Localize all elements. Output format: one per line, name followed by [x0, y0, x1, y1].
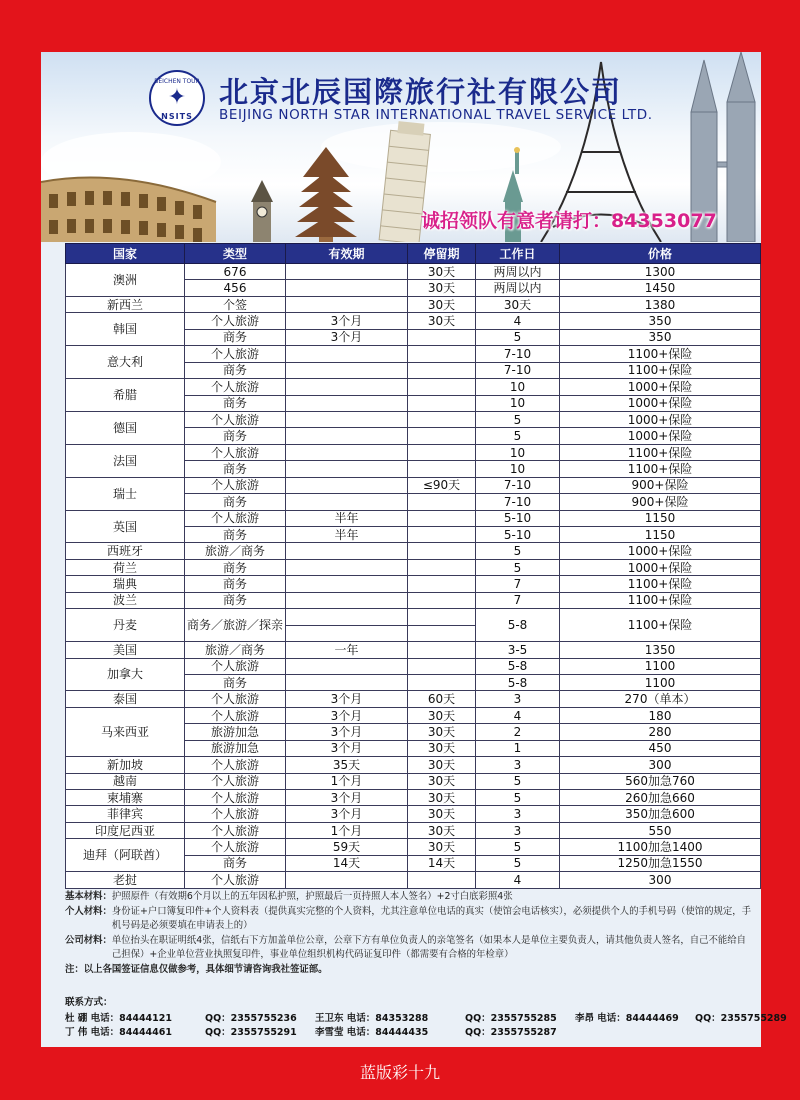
table-cell: 1150 — [560, 510, 761, 526]
table-cell: 5-8 — [476, 674, 560, 690]
table-cell: 3个月 — [286, 806, 408, 822]
contact-qq: QQ：2355755236 — [205, 1013, 297, 1024]
table-cell: 1个月 — [286, 822, 408, 838]
table-cell: 5 — [476, 855, 560, 871]
table-row — [66, 642, 761, 658]
table-cell — [286, 346, 408, 362]
table-cell: 泰国 — [66, 691, 185, 707]
table-cell: 3个月 — [286, 329, 408, 345]
table-cell: 4 — [476, 707, 560, 723]
table-cell: 30天 — [408, 313, 476, 329]
table-cell — [286, 477, 408, 493]
table-cell: 350 — [560, 329, 761, 345]
table-cell: 350 — [560, 313, 761, 329]
table-row — [66, 707, 761, 723]
contact-row — [65, 1026, 755, 1040]
contact-row — [65, 1012, 787, 1026]
table-cell — [408, 674, 476, 690]
table-cell: 30天 — [408, 707, 476, 723]
flyer-sheet — [41, 52, 787, 1047]
table-cell: 59天 — [286, 839, 408, 855]
table-cell: 个人旅游 — [185, 822, 286, 838]
col-header-validity: 有效期 — [286, 244, 408, 264]
table-row — [66, 411, 761, 427]
table-cell: 3个月 — [286, 790, 408, 806]
table-row — [66, 313, 761, 329]
table-cell: 3个月 — [286, 724, 408, 740]
company-logo — [149, 70, 205, 126]
col-header-country: 国家 — [66, 244, 185, 264]
table-cell — [408, 329, 476, 345]
table-cell: 3 — [476, 757, 560, 773]
banner — [41, 52, 761, 242]
table-cell — [286, 411, 408, 427]
table-cell: 3个月 — [286, 691, 408, 707]
table-cell: 旅游／商务 — [185, 543, 286, 559]
table-row — [66, 872, 761, 888]
table-cell — [408, 362, 476, 378]
table-cell: 5 — [476, 790, 560, 806]
table-cell: 个人旅游 — [185, 707, 286, 723]
table-cell: 5 — [476, 428, 560, 444]
table-cell: 5-10 — [476, 510, 560, 526]
table-row — [66, 510, 761, 526]
table-cell — [408, 494, 476, 510]
table-cell: 新西兰 — [66, 296, 185, 312]
table-cell: 商务 — [185, 527, 286, 543]
table-cell: 1000+保险 — [560, 428, 761, 444]
table-cell: 5 — [476, 543, 560, 559]
table-cell: 商务／旅游／探亲 — [185, 609, 286, 642]
table-cell: 旅游加急 — [185, 724, 286, 740]
table-cell: 个人旅游 — [185, 806, 286, 822]
table-cell: 商务 — [185, 329, 286, 345]
table-cell: 1100+保险 — [560, 461, 761, 477]
table-cell: 印度尼西亚 — [66, 822, 185, 838]
table-cell: 个人旅游 — [185, 444, 286, 460]
table-cell — [408, 625, 476, 641]
table-cell — [286, 379, 408, 395]
table-cell — [408, 642, 476, 658]
table-cell — [408, 543, 476, 559]
table-cell: 1100+保险 — [560, 444, 761, 460]
table-cell — [286, 395, 408, 411]
table-cell — [286, 461, 408, 477]
table-cell: 3个月 — [286, 313, 408, 329]
table-cell — [408, 428, 476, 444]
table-cell: 7-10 — [476, 346, 560, 362]
table-cell: 7-10 — [476, 477, 560, 493]
contact-info — [65, 996, 787, 1040]
table-cell: 1100 — [560, 658, 761, 674]
table-row — [66, 592, 761, 608]
table-cell: 350加急600 — [560, 806, 761, 822]
table-cell: 1 — [476, 740, 560, 756]
table-cell — [286, 296, 408, 312]
table-cell: 3-5 — [476, 642, 560, 658]
table-cell: 迪拜（阿联酋） — [66, 839, 185, 872]
table-cell: 280 — [560, 724, 761, 740]
table-cell: 1100 — [560, 674, 761, 690]
table-cell: 1100+保险 — [560, 609, 761, 642]
table-cell: 个人旅游 — [185, 411, 286, 427]
table-cell: 商务 — [185, 428, 286, 444]
table-cell: 个人旅游 — [185, 346, 286, 362]
contact-qq: QQ：2355755285 — [465, 1013, 557, 1024]
table-cell: 7 — [476, 592, 560, 608]
table-cell — [286, 625, 408, 641]
table-cell — [286, 264, 408, 280]
table-cell: 瑞士 — [66, 477, 185, 510]
contact-phone: 王卫东 电话：84353288 — [315, 1013, 429, 1024]
table-cell: 美国 — [66, 642, 185, 658]
table-cell: 1100+保险 — [560, 592, 761, 608]
table-cell: 个人旅游 — [185, 773, 286, 789]
personal-materials — [65, 905, 755, 934]
table-cell: 个人旅游 — [185, 658, 286, 674]
table-cell: 新加坡 — [66, 757, 185, 773]
table-cell: 1000+保险 — [560, 411, 761, 427]
table-cell — [408, 346, 476, 362]
table-cell: 7-10 — [476, 362, 560, 378]
table-cell: 1350 — [560, 642, 761, 658]
basic-materials-text: 护照原件（有效期6个月以上的五年因私护照，护照最后一页持照人本人签名）+2寸白底彩照4张 — [111, 891, 513, 902]
table-cell: 柬埔寨 — [66, 790, 185, 806]
table-row — [66, 806, 761, 822]
table-cell: 个人旅游 — [185, 691, 286, 707]
table-cell: 1000+保险 — [560, 559, 761, 575]
table-cell — [408, 872, 476, 888]
table-cell — [286, 494, 408, 510]
company-name-en: BEIJING NORTH STAR INTERNATIONAL TRAVEL SERVICE LTD. — [219, 107, 653, 123]
table-row — [66, 379, 761, 395]
table-cell: 商务 — [185, 395, 286, 411]
table-cell: 马来西亚 — [66, 707, 185, 756]
table-cell: 2 — [476, 724, 560, 740]
table-cell — [286, 674, 408, 690]
logo-initials: NSITS — [161, 112, 193, 121]
table-cell: 越南 — [66, 773, 185, 789]
table-cell: 个签 — [185, 296, 286, 312]
table-cell: 商务 — [185, 674, 286, 690]
table-cell: 商务 — [185, 461, 286, 477]
table-cell: 10 — [476, 444, 560, 460]
table-cell — [286, 362, 408, 378]
table-cell: 两周以内 — [476, 280, 560, 296]
table-cell: 个人旅游 — [185, 477, 286, 493]
table-cell — [408, 559, 476, 575]
company-materials — [65, 934, 755, 963]
compass-star-icon: ✦ — [167, 85, 187, 110]
table-cell: 550 — [560, 822, 761, 838]
table-cell: 个人旅游 — [185, 757, 286, 773]
table-cell: 1300 — [560, 264, 761, 280]
table-cell — [286, 592, 408, 608]
table-cell: 4 — [476, 872, 560, 888]
table-cell: 260加急660 — [560, 790, 761, 806]
table-cell: 荷兰 — [66, 559, 185, 575]
table-cell — [286, 658, 408, 674]
table-cell: 3 — [476, 806, 560, 822]
reference-note: 注：以上各国签证信息仅做参考，具体细节请咨询我社签证部。 — [65, 963, 328, 975]
table-cell: 商务 — [185, 855, 286, 871]
table-cell: 5 — [476, 773, 560, 789]
col-header-workdays: 工作日 — [476, 244, 560, 264]
table-cell: 30天 — [408, 264, 476, 280]
table-cell: 30天 — [408, 822, 476, 838]
table-cell: 英国 — [66, 510, 185, 543]
table-row — [66, 658, 761, 674]
col-header-type: 类型 — [185, 244, 286, 264]
table-cell: 676 — [185, 264, 286, 280]
table-cell — [408, 444, 476, 460]
col-header-stay: 停留期 — [408, 244, 476, 264]
basic-materials — [65, 890, 755, 905]
table-cell: 1个月 — [286, 773, 408, 789]
personal-materials-label: 个人材料： — [65, 905, 112, 917]
table-row — [66, 444, 761, 460]
table-cell: 7 — [476, 576, 560, 592]
table-cell: 60天 — [408, 691, 476, 707]
table-cell: 300 — [560, 872, 761, 888]
table-row — [66, 773, 761, 789]
table-cell: 30天 — [408, 790, 476, 806]
table-cell — [286, 428, 408, 444]
table-cell — [408, 461, 476, 477]
table-cell: 456 — [185, 280, 286, 296]
table-cell: 1100加急1400 — [560, 839, 761, 855]
table-cell: 10 — [476, 395, 560, 411]
table-cell — [408, 658, 476, 674]
table-cell: 1000+保险 — [560, 379, 761, 395]
company-materials-text: 单位抬头在职证明纸4张，信纸右下方加盖单位公章，公章下方有单位负责人的亲笔签名（如果本人是单位主要负责人，请其他负责人签名，自己不能给自己担保）+企业单位营业执照复印件，事业单位组织机构代码证复印件（都需要有合格的年检章） — [111, 934, 746, 960]
table-cell — [408, 411, 476, 427]
table-header-row — [66, 244, 761, 264]
table-cell: 个人旅游 — [185, 790, 286, 806]
table-cell: 5 — [476, 559, 560, 575]
table-cell: 1250加急1550 — [560, 855, 761, 871]
table-cell: 5 — [476, 839, 560, 855]
table-row — [66, 477, 761, 493]
table-cell — [286, 872, 408, 888]
table-cell — [286, 280, 408, 296]
table-cell: 30天 — [408, 740, 476, 756]
personal-materials-text: 身份证+户口簿复印件+个人资料表（提供真实完整的个人资料，尤其注意单位电话的真实（使馆会电话核实），必须提供个人的手机号码（使馆的规定，手机号码是必须要填在申请表上的） — [111, 905, 752, 931]
contact-phone: 丁 伟 电话：84444461 — [65, 1027, 172, 1038]
recruit-tagline: 诚招领队有意者请打：84353077 — [421, 210, 717, 232]
table-cell: 加拿大 — [66, 658, 185, 691]
table-cell: 旅游／商务 — [185, 642, 286, 658]
logo-ring-text: BEICHEN TOUR — [154, 78, 200, 85]
table-row — [66, 609, 761, 625]
table-cell: 5 — [476, 411, 560, 427]
table-cell — [408, 527, 476, 543]
table-cell: 5-8 — [476, 609, 560, 642]
col-header-price: 价格 — [560, 244, 761, 264]
table-cell: 30天 — [408, 773, 476, 789]
table-body — [66, 264, 761, 889]
table-cell — [286, 609, 408, 625]
table-cell: 1100+保险 — [560, 346, 761, 362]
contact-title: 联系方式： — [65, 997, 113, 1008]
contact-phone: 李昂 电话：84444469 — [575, 1013, 679, 1024]
table-cell: 商务 — [185, 559, 286, 575]
table-cell: 30天 — [408, 296, 476, 312]
table-cell — [408, 576, 476, 592]
requirements-notes — [65, 890, 755, 977]
table-cell: 900+保险 — [560, 477, 761, 493]
company-name-cn: 北京北辰国際旅行社有限公司 — [219, 75, 623, 109]
colosseum-icon — [41, 178, 216, 243]
table-cell: 35天 — [286, 757, 408, 773]
table-cell: 1100+保险 — [560, 362, 761, 378]
table-cell: 旅游加急 — [185, 740, 286, 756]
table-cell: 30天 — [408, 806, 476, 822]
table-cell: 半年 — [286, 527, 408, 543]
table-row — [66, 576, 761, 592]
table-cell: 个人旅游 — [185, 839, 286, 855]
table-cell — [408, 510, 476, 526]
table-cell: 半年 — [286, 510, 408, 526]
table-cell: 1450 — [560, 280, 761, 296]
table-cell: 180 — [560, 707, 761, 723]
contact-phone: 李雪莹 电话：84444435 — [315, 1027, 429, 1038]
table-cell: 450 — [560, 740, 761, 756]
table-cell: 德国 — [66, 411, 185, 444]
table-cell: 300 — [560, 757, 761, 773]
table-cell: 5-10 — [476, 527, 560, 543]
table-cell: 3个月 — [286, 707, 408, 723]
contact-qq: QQ：2355755289 — [695, 1013, 787, 1024]
table-cell — [286, 576, 408, 592]
table-cell: 商务 — [185, 576, 286, 592]
table-row — [66, 691, 761, 707]
table-cell: 30天 — [476, 296, 560, 312]
table-cell — [408, 395, 476, 411]
table-cell — [286, 444, 408, 460]
table-cell: 个人旅游 — [185, 313, 286, 329]
table-cell: 30天 — [408, 724, 476, 740]
table-cell: 西班牙 — [66, 543, 185, 559]
table-row — [66, 822, 761, 838]
table-cell: 3 — [476, 822, 560, 838]
table-cell: 3个月 — [286, 740, 408, 756]
contact-phone: 杜 硼 电话：84444121 — [65, 1013, 172, 1024]
table-cell: 30天 — [408, 280, 476, 296]
table-row — [66, 839, 761, 855]
table-cell: 5 — [476, 329, 560, 345]
table-cell: 商务 — [185, 592, 286, 608]
table-cell: 商务 — [185, 362, 286, 378]
table-cell: 3 — [476, 691, 560, 707]
page-footer: 蓝版彩十九 — [359, 1063, 440, 1082]
table-cell: 270（单本） — [560, 691, 761, 707]
table-cell: 法国 — [66, 444, 185, 477]
table-cell: 韩国 — [66, 313, 185, 346]
table-row — [66, 543, 761, 559]
table-cell: 1380 — [560, 296, 761, 312]
table-cell: 1150 — [560, 527, 761, 543]
table-cell: 900+保险 — [560, 494, 761, 510]
visa-price-table-wrap — [65, 243, 760, 889]
table-cell: 30天 — [408, 757, 476, 773]
table-cell: 个人旅游 — [185, 872, 286, 888]
table-cell: 5-8 — [476, 658, 560, 674]
table-cell: 14天 — [286, 855, 408, 871]
basic-materials-label: 基本材料： — [65, 891, 112, 902]
table-cell: 老挝 — [66, 872, 185, 888]
table-cell: 1000+保险 — [560, 395, 761, 411]
table-cell: 个人旅游 — [185, 510, 286, 526]
table-cell — [408, 379, 476, 395]
table-cell: 30天 — [408, 839, 476, 855]
table-cell: 7-10 — [476, 494, 560, 510]
table-row — [66, 757, 761, 773]
table-cell — [408, 592, 476, 608]
contact-qq: QQ：2355755287 — [465, 1027, 557, 1038]
table-cell: 14天 — [408, 855, 476, 871]
table-row — [66, 296, 761, 312]
table-cell: 一年 — [286, 642, 408, 658]
table-cell: 10 — [476, 379, 560, 395]
table-cell: 波兰 — [66, 592, 185, 608]
table-cell: 意大利 — [66, 346, 185, 379]
company-materials-label: 公司材料： — [65, 934, 112, 946]
table-cell — [408, 609, 476, 625]
table-cell: 澳洲 — [66, 264, 185, 297]
contact-qq: QQ：2355755291 — [205, 1027, 297, 1038]
big-ben-icon — [251, 180, 273, 242]
table-row — [66, 559, 761, 575]
table-cell — [286, 543, 408, 559]
table-row — [66, 264, 761, 280]
table-cell: 商务 — [185, 494, 286, 510]
table-cell: 两周以内 — [476, 264, 560, 280]
visa-price-table — [65, 243, 761, 889]
table-cell: 1100+保险 — [560, 576, 761, 592]
table-cell — [286, 559, 408, 575]
table-row — [66, 346, 761, 362]
table-cell: 560加急760 — [560, 773, 761, 789]
table-row — [66, 790, 761, 806]
table-cell: 1000+保险 — [560, 543, 761, 559]
table-cell: 4 — [476, 313, 560, 329]
table-cell: 希腊 — [66, 379, 185, 412]
table-cell: 10 — [476, 461, 560, 477]
table-cell: ≤90天 — [408, 477, 476, 493]
table-cell: 菲律宾 — [66, 806, 185, 822]
table-cell: 瑞典 — [66, 576, 185, 592]
table-cell: 个人旅游 — [185, 379, 286, 395]
table-cell: 丹麦 — [66, 609, 185, 642]
